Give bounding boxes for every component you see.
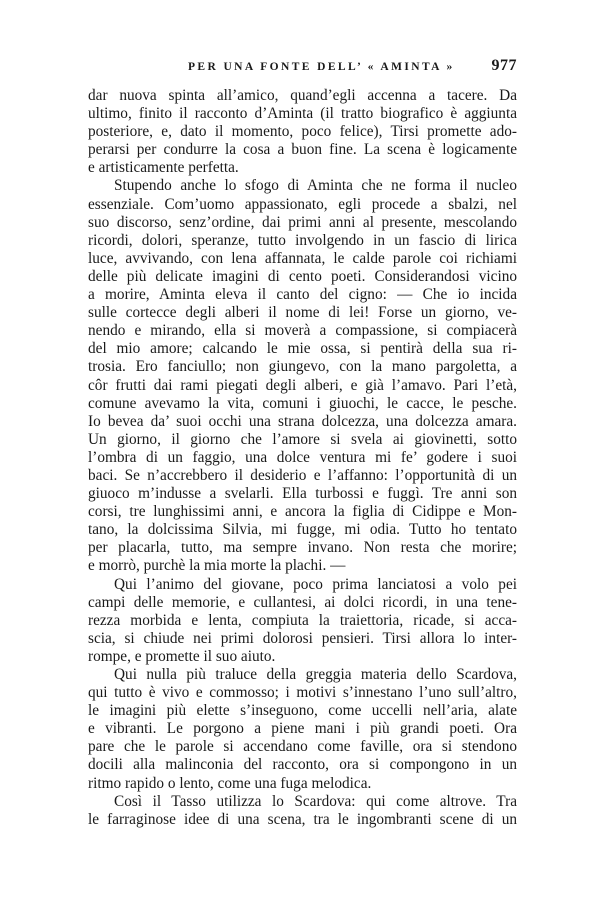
text-line: ritmo rapido o lento, come una fuga melodica. xyxy=(88,774,372,792)
text-line: Stupendo anche lo sfogo di Aminta che ne forma il nucleo xyxy=(114,177,517,195)
running-title: PER UNA FONTE DELL’ « AMINTA » xyxy=(188,61,455,73)
text-line: Un giorno, il giorno che l’amore si svela ai giovinetti, sotto xyxy=(88,430,517,448)
text-line: trosia. Ero fanciullo; non giungevo, con la mano pargoletta, a xyxy=(88,358,517,376)
text-line: nendo e mirando, ella si moverà a compassione, si compiacerà xyxy=(88,322,517,340)
text-line: campi delle memorie, e cullantesi, ai dolci ricordi, in una tene- xyxy=(88,593,517,611)
text-line: le farraginose idee di una scena, tra le ingombranti scene di un xyxy=(88,810,517,828)
text-line: suo discorso, senz’ordine, dai primi anni al presente, mescolando xyxy=(88,213,517,231)
text-line: dar nuova spinta all’amico, quand’egli accenna a tacere. Da xyxy=(88,87,517,104)
text-line: e vibranti. Le porgono a piene mani i più grandi poeti. Ora xyxy=(88,720,517,738)
text-line: comune avevamo la vita, comuni i giuochi, le cacce, le pesche. xyxy=(88,394,517,412)
body-text xyxy=(88,87,517,829)
text-line: per placarla, tutto, ma sempre invano. Non resta che morire; xyxy=(88,539,517,557)
text-line: pare che le parole si accendano come faville, ora si stendono xyxy=(88,738,517,756)
text-line: l’ombra di un faggio, una dolce ventura mi fe’ godere i suoi xyxy=(88,448,517,466)
text-line: docili alla malinconia del racconto, ora si compongono in un xyxy=(88,756,517,774)
running-head xyxy=(88,57,517,79)
text-line: essenziale. Com’uomo appassionato, egli procede a sbalzi, nel xyxy=(88,195,517,213)
text-line: Così il Tasso utilizza lo Scardova: qui come altrove. Tra xyxy=(114,792,517,810)
text-line: rompe, e promette il suo aiuto. xyxy=(88,647,276,665)
text-line: ricordi, dolori, speranze, tutto involgendo in un fascio di lirica xyxy=(88,231,517,249)
text-line: e morrò, purchè la mia morte la plachi. — xyxy=(88,557,346,575)
text-line: sulle cortecce degli alberi il nome di lei! Forse un giorno, ve- xyxy=(88,304,517,322)
text-line: perarsi per condurre la cosa a buon fine. La scena è logicamente xyxy=(88,141,517,159)
text-line: rezza morbida e lenta, compiuta la traiettoria, ricade, si acca- xyxy=(88,611,517,629)
text-line: posteriore, e, dato il momento, poco felice), Tirsi promette ado- xyxy=(88,123,517,141)
text-line: qui tutto è vivo e commosso; i motivi s’innestano l’uno sull’altro, xyxy=(88,684,517,702)
page-number: 977 xyxy=(491,57,517,74)
text-line: a morire, Aminta eleva il canto del cigno: — Che io incida xyxy=(88,286,517,304)
text-line: le imagini più elette s’inseguono, come uccelli nell’aria, alate xyxy=(88,702,517,720)
text-line: baci. Se n’accrebbero il desiderio e l’affanno: l’opportunità di un xyxy=(88,466,517,484)
text-line: delle più delicate imagini di cento poeti. Considerandosi vicino xyxy=(88,267,517,285)
text-line: Io bevea da’ suoi occhi una strana dolcezza, una dolcezza amara. xyxy=(88,412,517,430)
text-line: Qui nulla più traluce della greggia materia dello Scardova, xyxy=(114,666,517,683)
text-line: tano, la dolcissima Silvia, mi fugge, mi odia. Tutto ho tentato xyxy=(88,521,517,539)
text-line: Qui l’animo del giovane, poco prima lanciatosi a volo pei xyxy=(114,575,517,593)
text-line: giuoco m’indusse a svelarli. Ella turbossi e fuggì. Tre anni son xyxy=(88,485,517,503)
text-line: ultimo, finito il racconto d’Aminta (il tratto biografico è aggiunta xyxy=(88,105,517,123)
text-line: côr frutti dai rami piegati degli alberi, e già l’amavo. Pari l’età, xyxy=(88,376,517,394)
text-line: del mio amore; calcando le mie ossa, si pentirà della sua ri- xyxy=(88,340,517,358)
text-line: corsi, tre lunghissimi anni, e ancora la figlia di Cidippe e Mon- xyxy=(88,503,517,521)
text-line: e artisticamente perfetta. xyxy=(88,159,239,177)
text-line: luce, avvivando, con lena affannata, le calde parole coi richiami xyxy=(88,249,517,267)
text-line: scia, si chiude nei primi dolorosi pensieri. Tirsi allora lo inter- xyxy=(88,629,517,647)
